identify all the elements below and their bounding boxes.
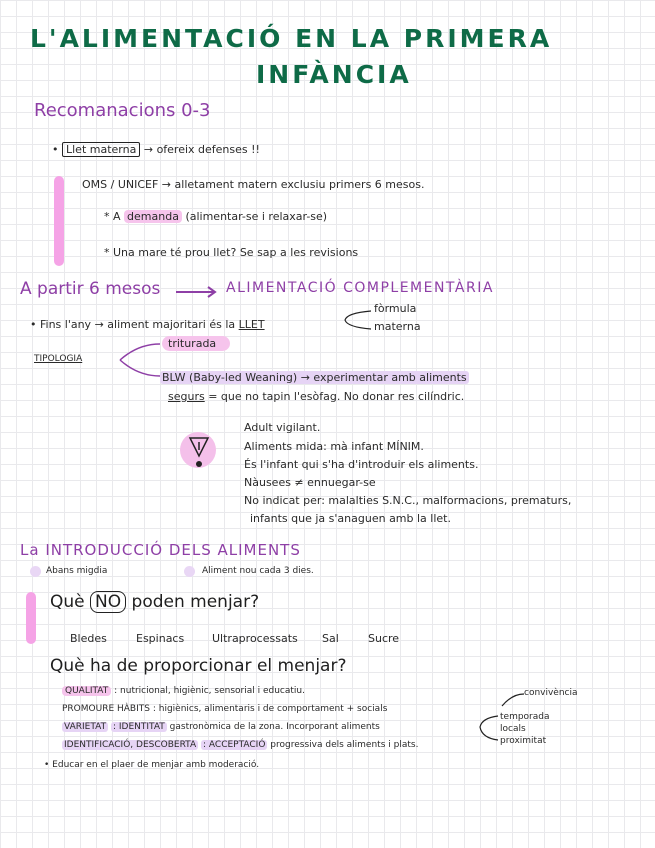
food-espinacs: Espinacs: [136, 632, 185, 645]
food-bledes: Bledes: [70, 632, 107, 645]
row-qualitat-rest: : nutricional, higiènic, sensorial i educatiu.: [114, 686, 305, 696]
row-identificacio: [62, 740, 418, 750]
section-alimentacio-complementaria: ALIMENTACIÓ COMPLEMENTÀRIA: [226, 280, 494, 296]
warning-icon: [176, 430, 220, 474]
option-materna: materna: [374, 320, 421, 333]
row-habits: [62, 704, 387, 714]
question-proporcionar: Què ha de proporcionar el menjar?: [50, 656, 347, 676]
section-introduccio: La INTRODUCCIÓ DELS ALIMENTS: [20, 541, 301, 559]
tipologia-label: TIPOLOGIA: [34, 354, 83, 364]
convivencia-label: convivència: [524, 688, 578, 698]
segurs-word: segurs: [168, 390, 205, 403]
page-title-line1: L'ALIMENTACIÓ EN LA PRIMERA: [30, 24, 553, 53]
highlight-bar-2: [26, 592, 36, 644]
demanda-word: demanda: [124, 210, 182, 223]
segurs-line: [168, 390, 464, 403]
arrow-convivencia-icon: [502, 692, 526, 708]
demanda-rest: (alimentar-se i relaxar-se): [185, 210, 328, 223]
temp-proximitat: proximitat: [500, 736, 547, 746]
option-formula: fòrmula: [374, 302, 417, 315]
row-habits-rest: : higiènics, alimentaris i de comportament + socials: [152, 704, 388, 714]
triturada-label: triturada: [162, 336, 230, 351]
temp-temporada: temporada: [500, 712, 550, 722]
question-no: [50, 592, 259, 612]
branch-llet-icon: [343, 309, 373, 331]
heading-arrow-icon: [176, 286, 218, 298]
temp-locals: locals: [500, 724, 526, 734]
warn-6: infants que ja s'anaguen amb la llet.: [250, 512, 451, 525]
row-varietat-mid: : IDENTITAT: [112, 722, 165, 732]
food-ultraprocessats: Ultraprocessats: [212, 632, 298, 645]
row-habits-key: PROMOURE HÀBITS: [62, 704, 150, 714]
note-dot-1: [30, 566, 41, 577]
highlight-bar-1: [54, 176, 64, 266]
blw-line: [160, 371, 469, 384]
section-recomanacions: Recomanacions 0-3: [34, 100, 211, 121]
demanda-star: * A: [104, 210, 121, 223]
fins-text: • Fins l'any → aliment majoritari és la: [30, 318, 236, 331]
llet-materna-box: Llet materna: [62, 142, 140, 157]
section-a-partir: A partir 6 mesos: [20, 279, 161, 299]
warn-2: Aliments mida: mà infant MÍNIM.: [244, 440, 424, 453]
warn-1: Adult vigilant.: [244, 421, 321, 434]
note-abans-migdia: Abans migdia: [46, 566, 108, 576]
fins-llet: LLET: [238, 318, 265, 331]
branch-temporada-icon: [478, 714, 500, 742]
fins-line: [30, 318, 265, 331]
oms-text: OMS / UNICEF → alletament matern exclusiu primers 6 mesos.: [82, 178, 425, 191]
row-qualitat: [62, 686, 305, 696]
bullet-dot: •: [52, 143, 59, 156]
warn-5: No indicat per: malalties S.N.C., malformacions, prematurs,: [244, 494, 572, 507]
row-identificacio-rest: progressiva dels aliments i plats.: [270, 740, 419, 750]
mare-text: * Una mare té prou llet? Se sap a les revisions: [104, 246, 359, 259]
branch-tipologia-icon: [118, 340, 162, 380]
row-qualitat-key: QUALITAT: [62, 686, 111, 696]
warn-3: És l'infant qui s'ha d'introduir els aliments.: [244, 458, 479, 471]
bullet-llet-materna: [52, 143, 260, 156]
ofereix-text: ofereix defenses !!: [156, 143, 260, 156]
question-no-word: NO: [90, 591, 126, 613]
question-no-post: poden menjar?: [131, 592, 260, 612]
demanda-line: [104, 210, 327, 223]
row-varietat-rest: gastronòmica de la zona. Incorporant aliments: [169, 722, 380, 732]
note-aliment-nou: Aliment nou cada 3 dies.: [202, 566, 314, 576]
row-varietat: [62, 722, 380, 732]
blw-text: BLW (Baby-led Weaning) → experimentar amb aliments: [162, 371, 467, 384]
note-dot-2: [184, 566, 195, 577]
row-identificacio-mid: : ACCEPTACIÓ: [203, 740, 266, 750]
educar-line: • Educar en el plaer de menjar amb moderació.: [44, 760, 260, 770]
arrow-icon: →: [143, 143, 154, 156]
page-title-line2: INFÀNCIA: [256, 60, 412, 89]
row-identificacio-key: IDENTIFICACIÓ, DESCOBERTA: [64, 740, 197, 750]
warn-4: Nàusees ≠ ennuegar-se: [244, 476, 376, 489]
question-no-pre: Què: [50, 592, 85, 612]
segurs-rest: = que no tapin l'esòfag. No donar res cilíndric.: [208, 390, 465, 403]
food-sal: Sal: [322, 632, 339, 645]
food-sucre: Sucre: [368, 632, 400, 645]
row-varietat-key: VARIETAT: [64, 722, 107, 732]
